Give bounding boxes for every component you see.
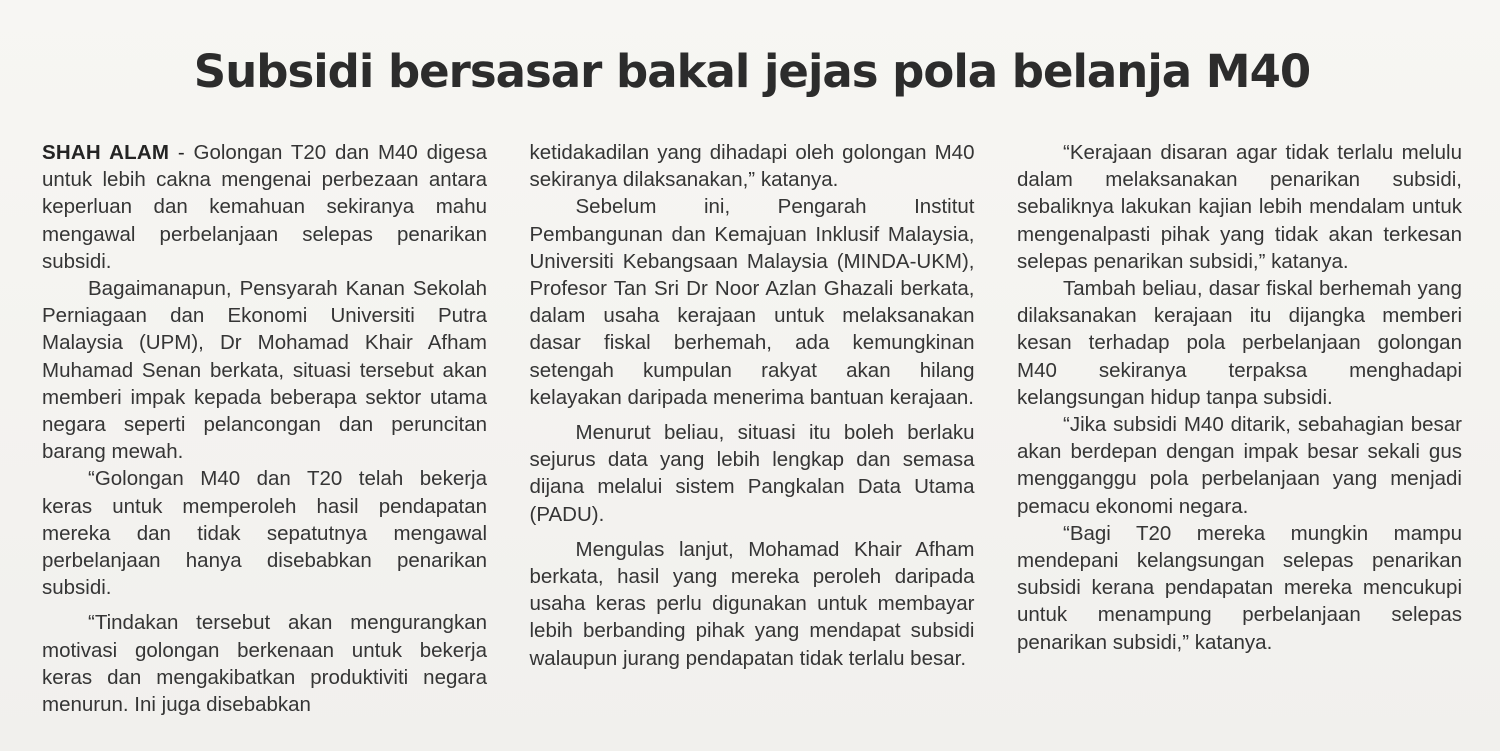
column-1	[42, 139, 487, 718]
paragraph: Menurut beliau, situasi itu boleh berlaku sejurus data yang lebih lengkap dan semasa dijana melalui sistem Pangkalan Data Utama (PADU).	[529, 421, 975, 526]
column-3	[1017, 139, 1462, 718]
paragraph: “Golongan M40 dan T20 telah bekerja keras untuk memperoleh hasil pendapatan mereka dan tidak sepatutnya mengawal perbelanjaan hanya disebabkan penarikan subsidi.	[42, 467, 487, 600]
article-columns	[42, 139, 1462, 718]
paragraph-text: Golongan T20 dan M40 digesa untuk lebih cakna mengenai perbezaan antara keperluan dan kemahuan sekiranya mahu mengawal perbelanjaan selepas penarikan subsidi.	[42, 141, 488, 273]
headline: Subsidi bersasar bakal jejas pola belanja M40	[193, 45, 1311, 98]
paragraph-continued: ketidakadilan yang dihadapi oleh golongan M40 sekiranya dilaksanakan,” katanya.	[529, 141, 975, 192]
paragraph: Tambah beliau, dasar fiskal berhemah yang dilaksanakan kerajaan itu dijangka memberi kesan terhadap pola perbelanjaan golongan M40 sekiranya terpaksa menghadapi kelangsungan hidup tanpa subsidi.	[1017, 277, 1462, 409]
lead-paragraph	[42, 139, 487, 275]
dateline: SHAH ALAM	[42, 141, 170, 164]
paragraph: “Kerajaan disaran agar tidak terlalu melulu dalam melaksanakan penarikan subsidi, sebaliknya lakukan kajian lebih mendalam untuk mengenalpasti pihak yang tidak akan terkesan selepas penarikan subsidi,” katanya.	[1017, 141, 1462, 273]
paragraph: “Bagi T20 mereka mungkin mampu mendepani kelangsungan selepas penarikan subsidi kerana pendapatan mereka mencukupi untuk menampung perbelanjaan selepas penarikan subsidi,” katanya.	[1017, 521, 1462, 654]
paragraph: Sebelum ini, Pengarah Institut Pembangunan dan Kemajuan Inklusif Malaysia, Universiti Kebangsaan Malaysia (MINDA-UKM), Profesor Tan Sri Dr Noor Azlan Ghazali berkata, dalam usaha kerajaan untuk melaksanakan dasar fiskal berhemah, ada kemungkinan setengah kumpulan rakyat akan hilang kelayakan daripada menerima bantuan kerajaan.	[529, 195, 975, 409]
paragraph: “Tindakan tersebut akan mengurangkan motivasi golongan berkenaan untuk bekerja keras dan mengakibatkan produktiviti negara menurun. Ini juga disebabkan	[42, 611, 487, 717]
paragraph: Bagaimanapun, Pensyarah Kanan Sekolah Perniagaan dan Ekonomi Universiti Putra Malaysia (UPM), Dr Mohamad Khair Afham Muhamad Senan berkata, situasi tersebut akan memberi impak kepada beberapa sektor utama negara seperti pelancongan dan peruncitan barang mewah.	[42, 277, 487, 464]
paragraph: “Jika subsidi M40 ditarik, sebahagian besar akan berdepan dengan impak besar sekali gus mengganggu pola perbelanjaan yang menjadi pemacu ekonomi negara.	[1017, 413, 1462, 518]
dateline-separator: -	[169, 141, 194, 164]
paragraph: Mengulas lanjut, Mohamad Khair Afham berkata, hasil yang mereka peroleh daripada usaha keras perlu digunakan untuk membayar lebih berbanding pihak yang mendapat subsidi walaupun jurang pendapatan tidak terlalu besar.	[529, 537, 975, 670]
column-2	[530, 139, 975, 718]
